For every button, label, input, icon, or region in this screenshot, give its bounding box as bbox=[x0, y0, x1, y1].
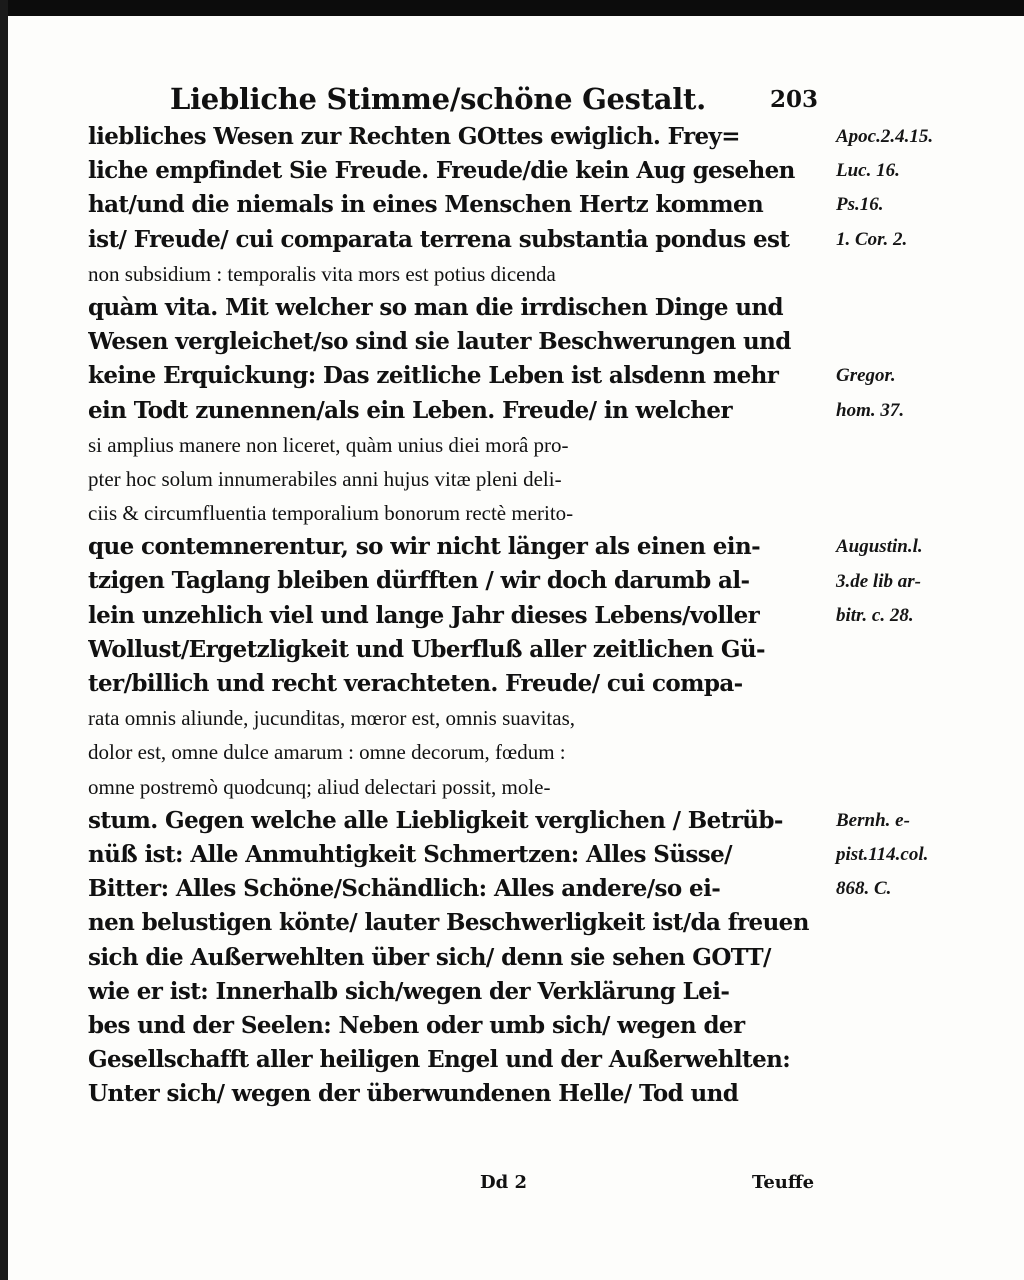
margin-note: 868. C. bbox=[836, 878, 892, 900]
text-line: bes und der Seelen: Neben oder umb sich/ wegen der bbox=[88, 1011, 745, 1039]
text-line: Gesellschafft aller heiligen Engel und der Außerwehlten: bbox=[88, 1046, 791, 1074]
margin-note: hom. 37. bbox=[836, 399, 905, 421]
margin-note: bitr. c. 28. bbox=[836, 604, 914, 626]
text-line: keine Erquickung: Das zeitliche Leben ist alsdenn mehr bbox=[88, 362, 779, 390]
text-line: si amplius manere non liceret, quàm unius diei morâ pro- bbox=[88, 432, 569, 457]
margin-note: 3.de lib ar- bbox=[836, 570, 921, 592]
text-line: sich die Außerwehlten über sich/ denn sie sehen GOTT/ bbox=[88, 943, 771, 971]
page-number: 203 bbox=[770, 86, 819, 113]
text-line: ciis & circumfluentia temporalium bonorum rectè merito- bbox=[88, 501, 574, 526]
text-line: ter/billich und recht verachteten. Freude/ cui compa- bbox=[88, 670, 743, 697]
text-line: wie er ist: Innerhalb sich/wegen der Verklärung Lei- bbox=[88, 977, 730, 1005]
text-line: stum. Gegen welche alle Liebligkeit verglichen / Betrüb- bbox=[88, 806, 783, 834]
text-line: tzigen Taglang bleiben dürfften / wir doch darumb al- bbox=[88, 567, 750, 595]
text-line: lein unzehlich viel und lange Jahr dieses Lebens/voller bbox=[88, 601, 760, 629]
text-line: quàm vita. Mit welcher so man die irrdischen Dinge und bbox=[88, 293, 783, 321]
text-line: que contemnerentur, so wir nicht länger als einen ein- bbox=[88, 533, 761, 561]
text-line: Bitter: Alles Schöne/Schändlich: Alles andere/so ei- bbox=[88, 875, 721, 903]
text-line: dolor est, omne dulce amarum : omne decorum, fœdum : bbox=[88, 740, 566, 765]
running-head: Liebliche Stimme/schöne Gestalt. bbox=[170, 82, 706, 116]
text-line: ist/ Freude/ cui comparata terrena substantia pondus est bbox=[88, 225, 790, 253]
text-line: liebliches Wesen zur Rechten GOttes ewiglich. Frey= bbox=[88, 123, 740, 150]
signature-mark: Dd 2 bbox=[480, 1172, 527, 1193]
text-line: rata omnis aliunde, jucunditas, mœror est, omnis suavitas, bbox=[88, 706, 575, 731]
text-line: omne postremò quodcunq; aliud delectari possit, mole- bbox=[88, 774, 551, 799]
margin-note: 1. Cor. 2. bbox=[836, 228, 908, 250]
text-line: nen belustigen könte/ lauter Beschwerligkeit ist/da freuen bbox=[88, 909, 809, 937]
scan-left-edge bbox=[0, 0, 8, 1280]
margin-note: Ps.16. bbox=[836, 194, 884, 216]
text-line: pter hoc solum innumerabiles anni hujus vitæ pleni deli- bbox=[88, 466, 562, 491]
margin-note: Augustin.l. bbox=[836, 536, 923, 558]
text-line: liche empfindet Sie Freude. Freude/die kein Aug gesehen bbox=[88, 157, 795, 185]
margin-note: Apoc.2.4.15. bbox=[836, 126, 934, 147]
text-line: nüß ist: Alle Anmuhtigkeit Schmertzen: Alles Süsse/ bbox=[88, 840, 732, 868]
body-text bbox=[88, 120, 836, 1111]
text-line: Unter sich/ wegen der überwundenen Helle/ Tod und bbox=[88, 1080, 739, 1108]
text-line: ein Todt zunennen/als ein Leben. Freude/ in welcher bbox=[88, 396, 732, 424]
margin-note: pist.114.col. bbox=[836, 844, 929, 866]
text-line: Wollust/Ergetzligkeit und Uberfluß aller zeitlichen Gü- bbox=[88, 635, 765, 663]
text-line: non subsidium : temporalis vita mors est potius dicenda bbox=[88, 261, 556, 286]
text-line: hat/und die niemals in eines Menschen Hertz kommen bbox=[88, 191, 764, 219]
catchword: Teuffe bbox=[752, 1172, 815, 1193]
text-line: Wesen vergleichet/so sind sie lauter Beschwerungen und bbox=[88, 328, 791, 356]
margin-note: Gregor. bbox=[836, 365, 896, 387]
scan-top-edge bbox=[0, 0, 1024, 16]
margin-note: Luc. 16. bbox=[836, 160, 900, 182]
margin-note: Bernh. e- bbox=[836, 810, 910, 831]
